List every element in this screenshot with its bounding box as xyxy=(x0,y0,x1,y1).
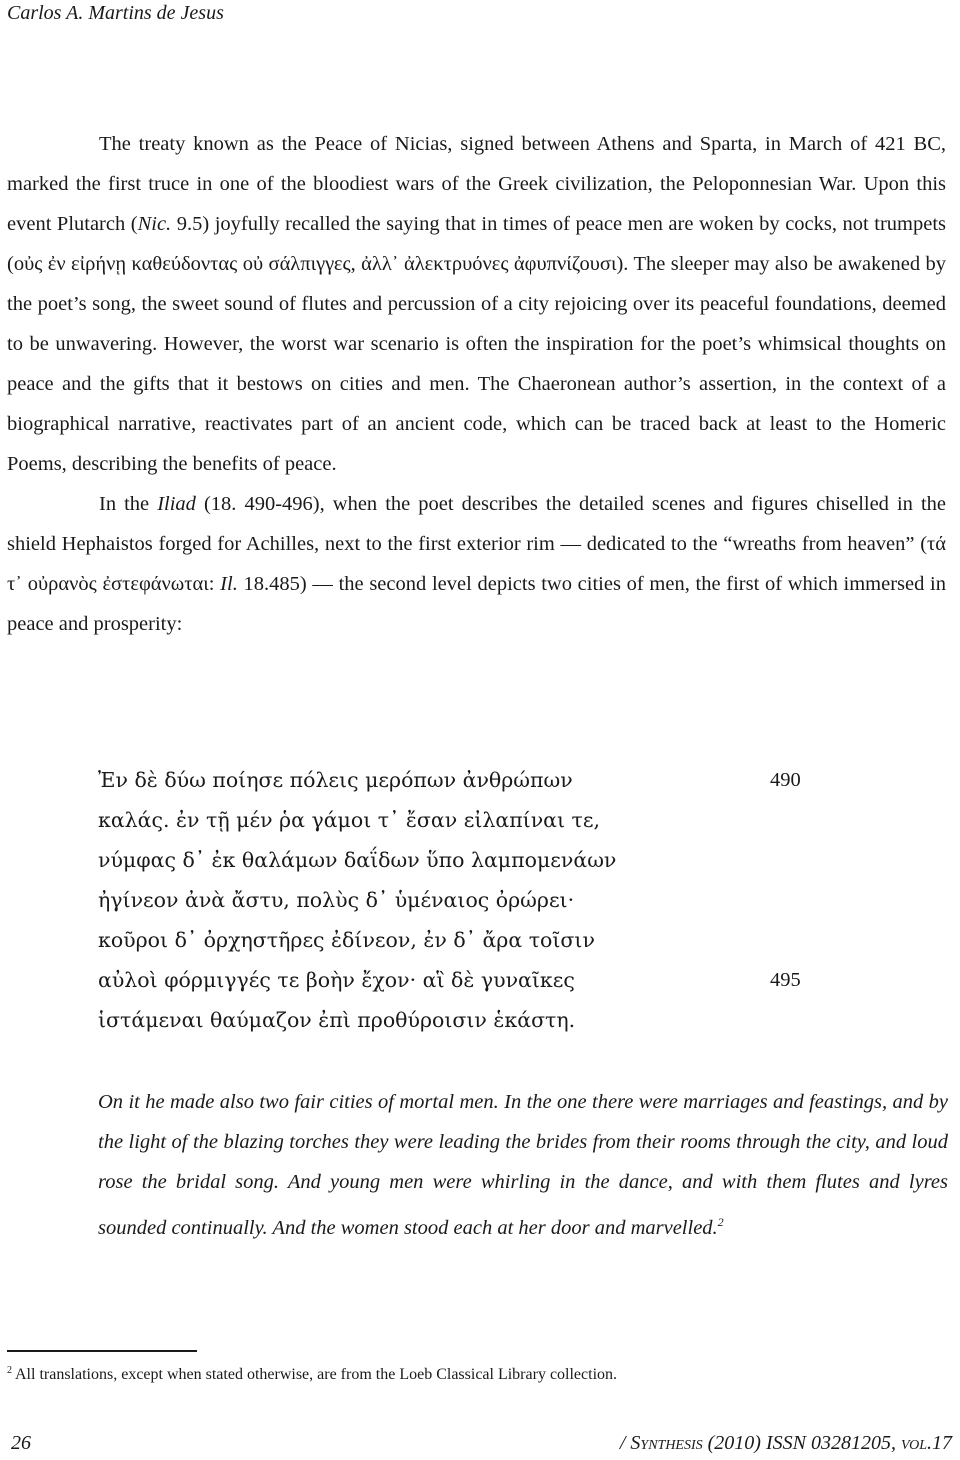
citation-il: Il. xyxy=(220,573,238,595)
footnote-mark: 2 xyxy=(7,1365,12,1376)
verse-line xyxy=(98,840,838,880)
paragraph-2-part-b: (18. 490-496), when the poet describes the detailed scenes and figures chiselled in the shield Hephaistos forged for Achilles, next to the first exterior rim — dedicated to the “wreaths from heaven” (τά τ᾽ οὐρανὸς ἐστεφάνωται: xyxy=(7,493,946,595)
journal-volume-label: vol. xyxy=(900,1432,932,1454)
verse-line xyxy=(98,760,838,800)
paragraph-1 xyxy=(7,124,946,484)
journal-footer xyxy=(620,1432,952,1455)
verse-line xyxy=(98,920,838,960)
paragraph-2 xyxy=(7,484,946,644)
journal-prefix: / xyxy=(619,1432,631,1454)
paragraph-1-part-a: The treaty known as the Peace of Nicias, signed between Athens and Sparta, in March of 421 BC, marked the first truce in one of the bloodiest wars of the Greek civilization, the Peloponnesian War. Upon this event Plutarch ( xyxy=(7,133,946,235)
footnote-reference[interactable]: 2 xyxy=(717,1215,724,1229)
paragraph-2-part-a: In the xyxy=(99,493,158,515)
verse-line xyxy=(98,800,838,840)
journal-volume-number: 17 xyxy=(932,1432,952,1454)
journal-name: Synthesis xyxy=(630,1432,703,1454)
paragraph-1-part-b: 9.5) joyfully recalled the saying that in times of peace men are woken by cocks, not trumpets (οὐς ἐν εἰρήνῃ καθεύδοντας οὐ σάλπιγγες, ἀλλ᾽ ἀλεκτρυόνες ἀφυπνίζουσι). The sleeper may also be awakened by the poet’s song, the sweet sound of flutes and percussion of a city rejoicing over its peaceful foundations, deemed to be unwavering. However, the worst war scenario is often the inspiration for the poet’s whimsical thoughts on peace and the gifts that it bestows on cities and men. The Chaeronean author’s assertion, in the context of a biographical narrative, reactivates part of an ancient code, which can be traced back at least to the Homeric Poems, describing the benefits of peace. xyxy=(7,213,946,475)
verse-text: ἱστάμεναι θαύμαζον ἐπὶ προθύροισιν ἑκάστη. xyxy=(98,1008,576,1032)
footnote xyxy=(7,1360,947,1386)
translation-block xyxy=(98,1082,948,1248)
verse-line-number: 495 xyxy=(770,969,801,991)
verse-line xyxy=(98,1000,838,1040)
verse-line xyxy=(98,960,838,1000)
verse-text: Ἐν δὲ δύω ποίησε πόλεις μερόπων ἀνθρώπων xyxy=(98,768,573,792)
verse-text: καλάς. ἐν τῇ μέν ῥα γάμοι τ᾽ ἔσαν εἰλαπίναι τε, xyxy=(98,808,601,832)
page-number: 26 xyxy=(11,1432,31,1454)
translation-text: On it he made also two fair cities of mortal men. In the one there were marriages and feastings, and by the light of the blazing torches they were leading the brides from their rooms through the city, and loud rose the bridal song. And young men were whirling in the dance, and with them flutes and lyres sounded continually. And the women stood each at her door and marvelled. xyxy=(98,1091,948,1239)
journal-issue: (2010) ISSN 03281205, xyxy=(702,1432,901,1454)
running-head-author: Carlos A. Martins de Jesus xyxy=(7,2,224,24)
paragraph-2-part-c: 18.485) — the second level depicts two cities of men, the first of which immersed in peace and prosperity: xyxy=(7,573,946,635)
main-text xyxy=(7,124,946,644)
verse-line-number: 490 xyxy=(770,769,801,791)
citation-nic: Nic. xyxy=(137,213,172,235)
verse-text: αὐλοὶ φόρμιγγές τε βοὴν ἔχον· αἳ δὲ γυναῖκες xyxy=(98,968,575,992)
verse-text: κοῦροι δ᾽ ὀρχηστῆρες ἐδίνεον, ἐν δ᾽ ἄρα τοῖσιν xyxy=(98,928,595,952)
footnote-text: All translations, except when stated otherwise, are from the Loeb Classical Library collection. xyxy=(15,1366,618,1383)
verse-line xyxy=(98,880,838,920)
footnote-rule xyxy=(7,1350,197,1352)
greek-verse-block xyxy=(98,760,838,1040)
verse-text: ἠγίνεον ἀνὰ ἄστυ, πολὺς δ᾽ ὑμέναιος ὀρώρει· xyxy=(98,888,575,912)
citation-iliad: Iliad xyxy=(157,493,196,515)
verse-text: νύμφας δ᾽ ἐκ θαλάμων δαΐδων ὕπο λαμπομενάων xyxy=(98,848,617,872)
